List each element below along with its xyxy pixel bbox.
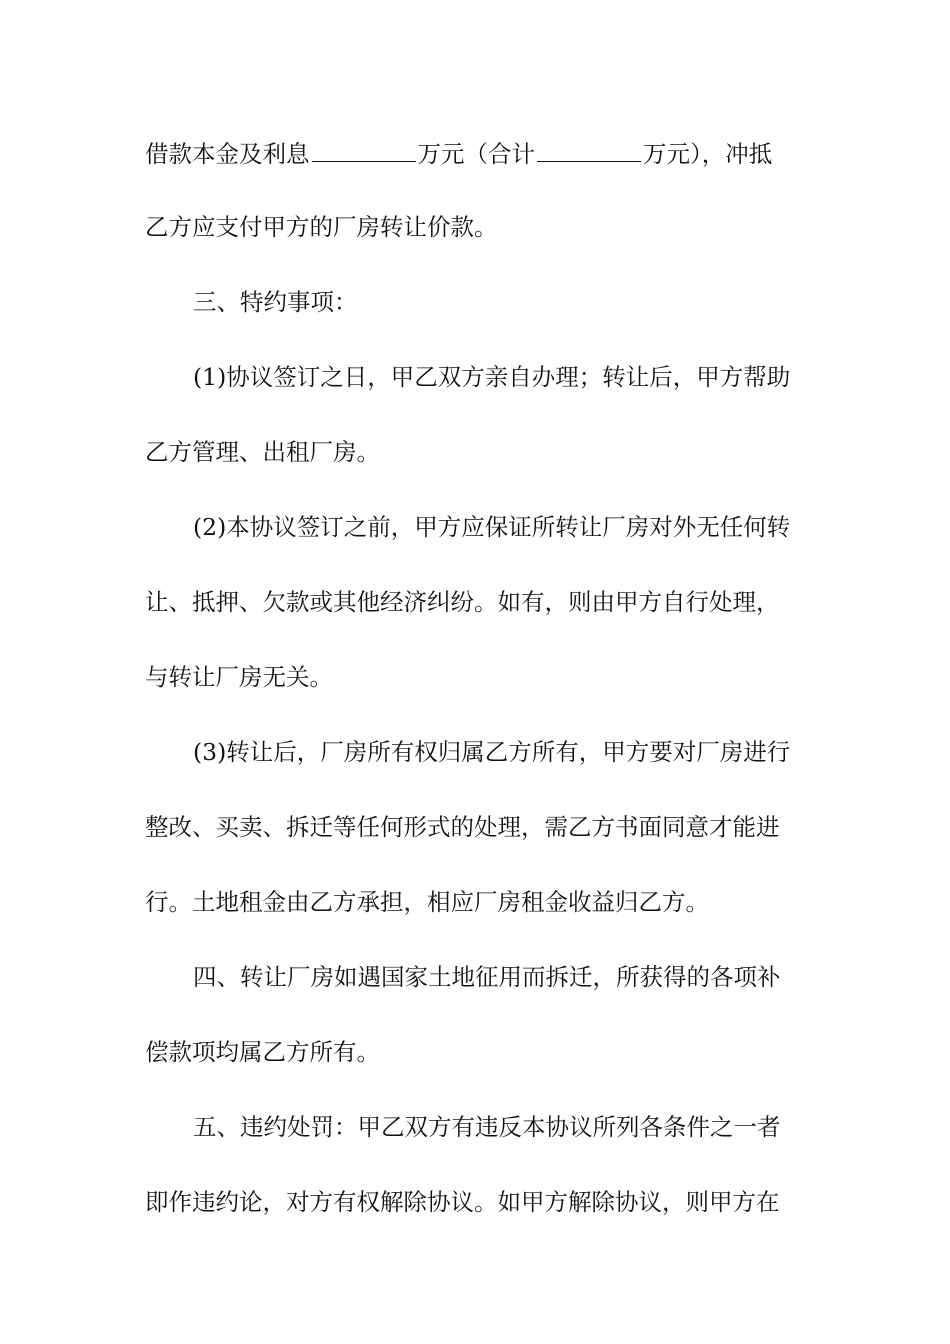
text-line-loan-principal bbox=[145, 137, 825, 169]
section-5-line: 五、违约处罚：甲乙双方有违反本协议所列各条件之一者 bbox=[193, 1113, 781, 1141]
text-segment: 借款本金及利息 bbox=[145, 140, 310, 168]
text-segment: 万元），冲抵 bbox=[643, 140, 773, 168]
clause-3-line: 行。土地租金由乙方承担，相应厂房租金收益归乙方。 bbox=[145, 888, 709, 916]
section-4-line: 四、转让厂房如遇国家土地征用而拆迁，所获得的各项补 bbox=[193, 963, 781, 991]
clause-2-line: 与转让厂房无关。 bbox=[145, 663, 333, 691]
section-5-line: 即作违约论，对方有权解除协议。如甲方解除协议，则甲方在 bbox=[145, 1188, 780, 1216]
clause-2-line: 让、抵押、欠款或其他经济纠纷。如有，则由甲方自行处理， bbox=[145, 588, 780, 616]
clause-3-line: 整改、买卖、拆迁等任何形式的处理，需乙方书面同意才能进 bbox=[145, 813, 780, 841]
blank-fill-field-total bbox=[537, 137, 641, 162]
section-4-line: 偿款项均属乙方所有。 bbox=[145, 1038, 380, 1066]
clause-2-line: (2)本协议签订之前，甲方应保证所转让厂房对外无任何转 bbox=[193, 513, 791, 541]
blank-fill-field-amount bbox=[312, 137, 416, 162]
section-heading-special-terms: 三、特约事项： bbox=[193, 288, 358, 316]
text-segment: 万元（合计 bbox=[417, 140, 535, 168]
clause-3-line: (3)转让后，厂房所有权归属乙方所有，甲方要对厂房进行 bbox=[193, 738, 791, 766]
clause-1-line: 乙方管理、出租厂房。 bbox=[145, 438, 380, 466]
clause-1-line: (1)协议签订之日，甲乙双方亲自办理；转让后，甲方帮助 bbox=[193, 363, 791, 391]
text-line: 乙方应支付甲方的厂房转让价款。 bbox=[145, 213, 498, 241]
